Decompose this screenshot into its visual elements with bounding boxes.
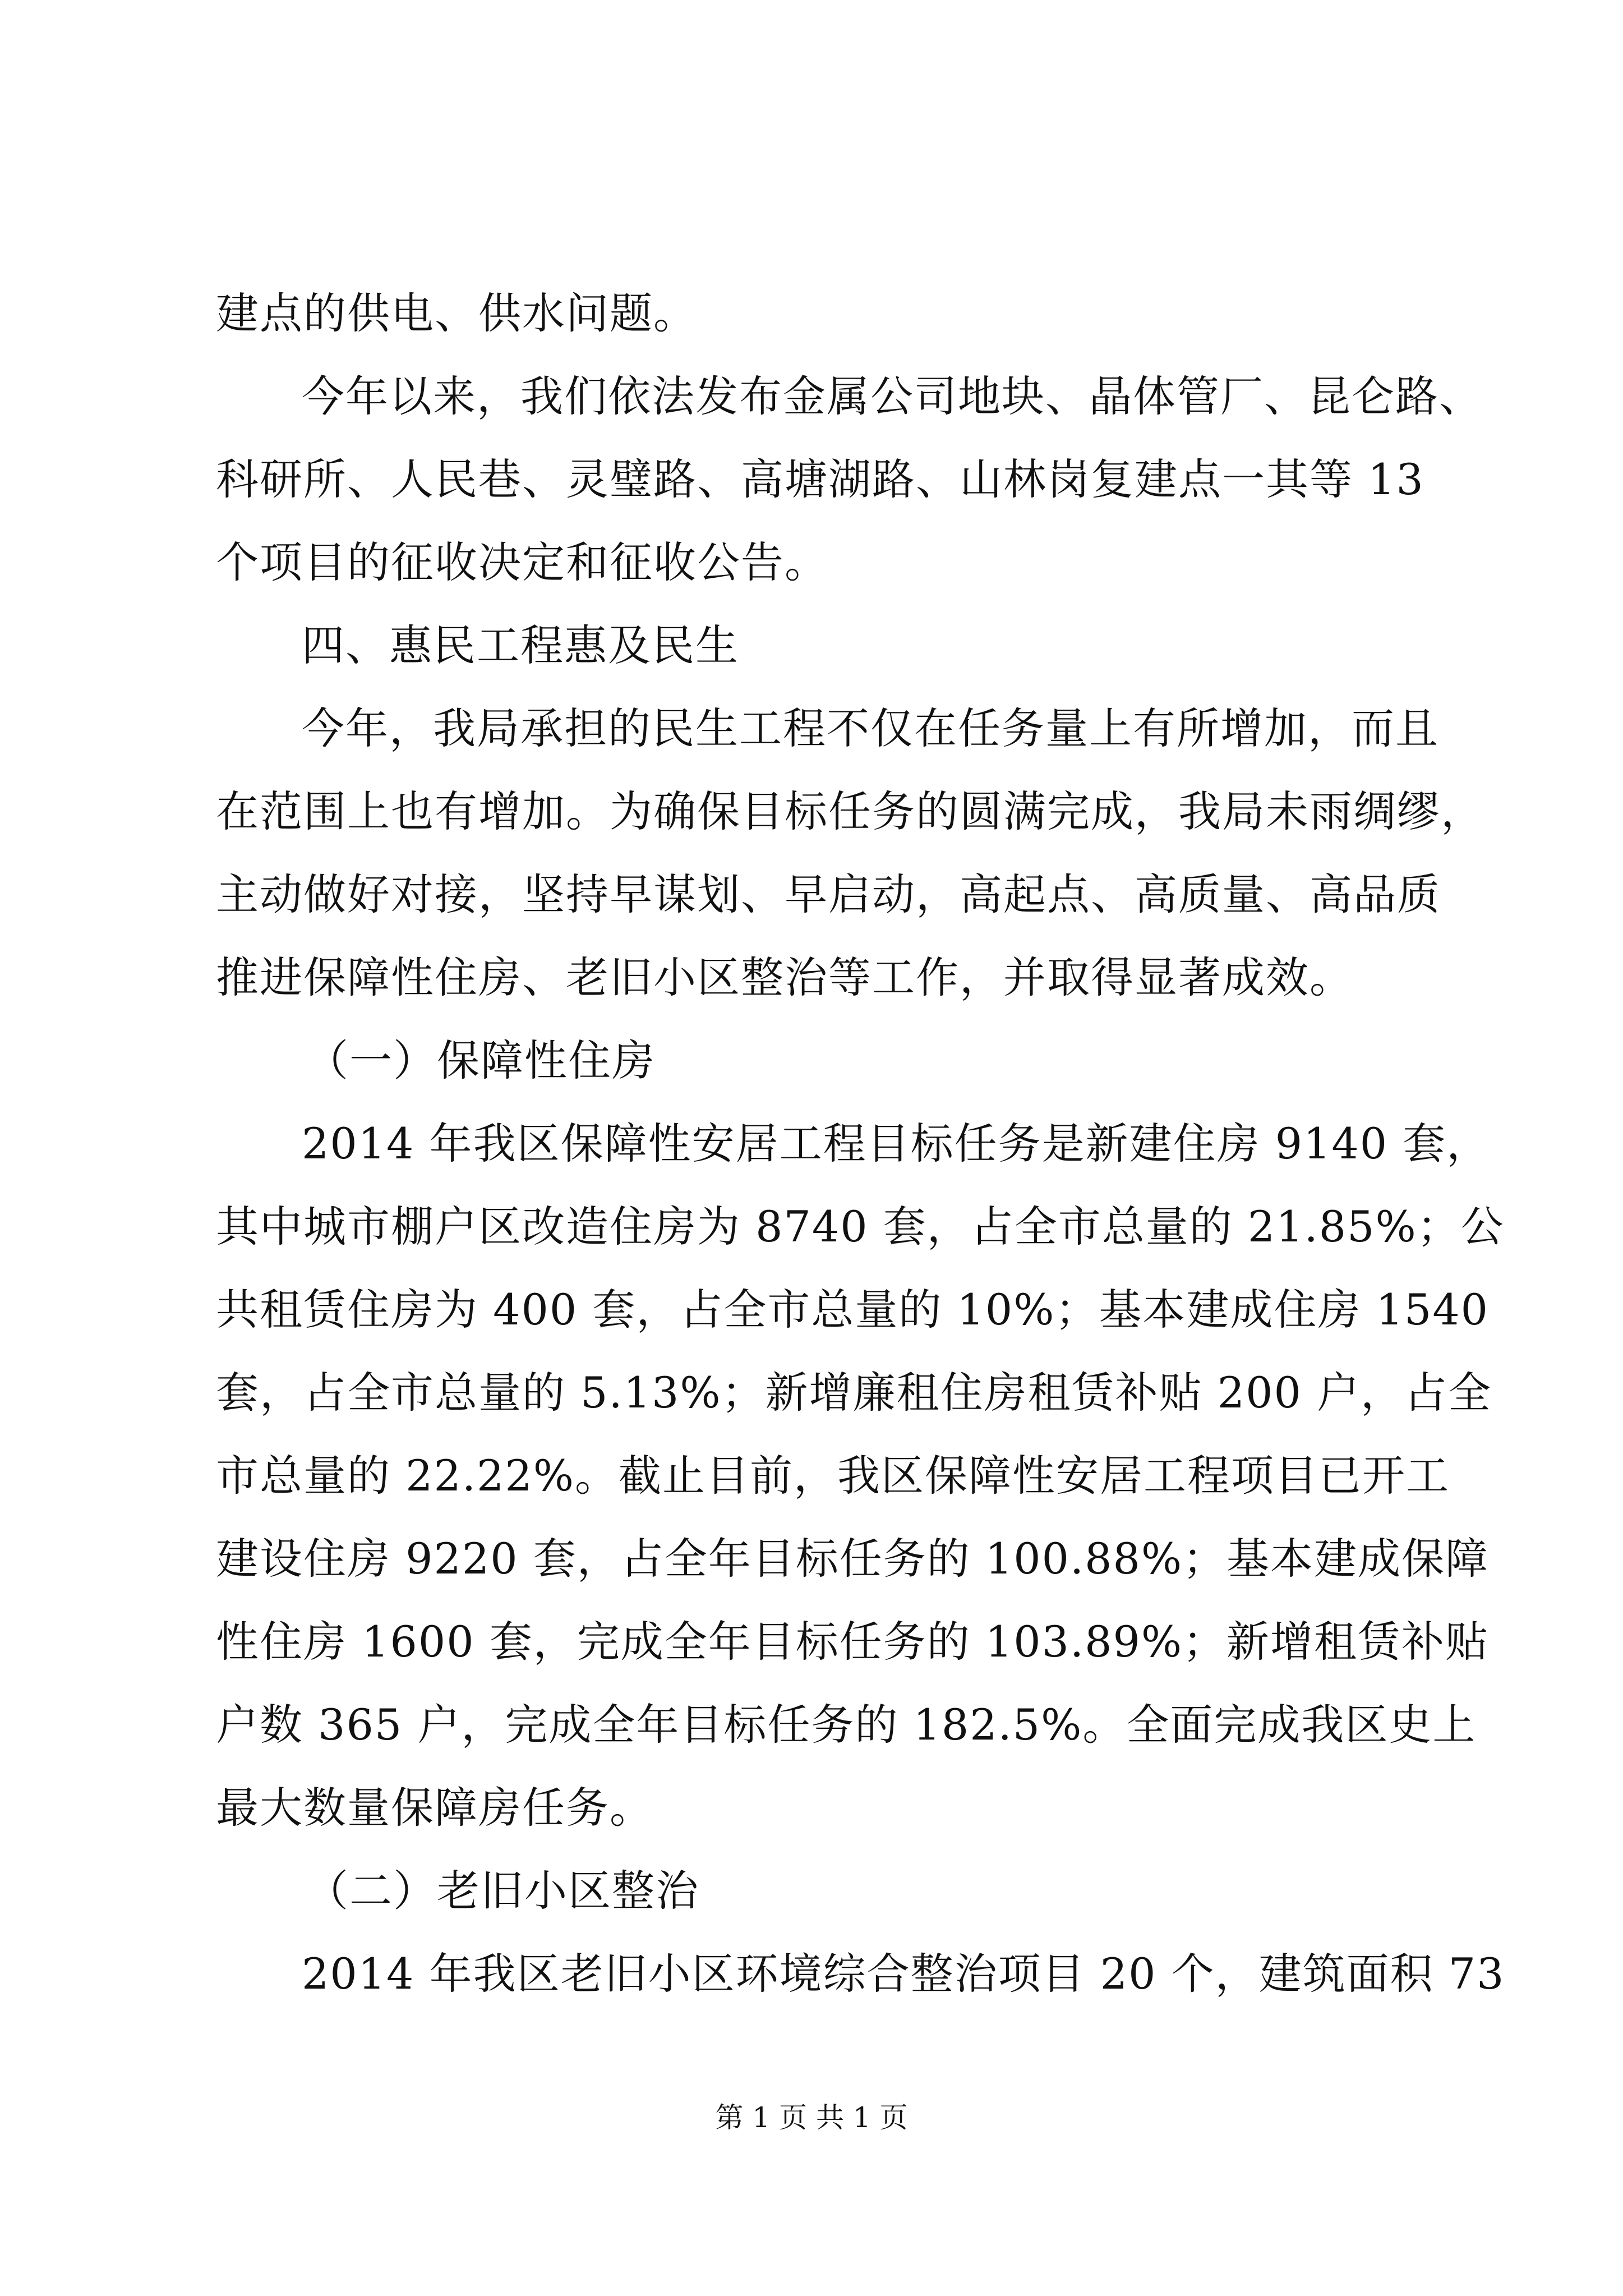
paragraph-line: 市总量的 22.22%。截止目前，我区保障性安居工程项目已开工	[216, 1451, 1450, 1501]
paragraph-line: 其中城市棚户区改造住房为 8740 套，占全市总量的 21.85%；公	[216, 1202, 1505, 1251]
paragraph-line: 推进保障性住房、老旧小区整治等工作，并取得显著成效。	[216, 953, 1353, 1002]
paragraph-line: 最大数量保障房任务。	[216, 1783, 653, 1833]
paragraph-line: 在范围上也有增加。为确保目标任务的圆满完成，我局未雨绸缪，	[216, 786, 1484, 836]
paragraph-line: 建点的供电、供水问题。	[216, 288, 697, 338]
page-footer: 第 1 页 共 1 页	[715, 2101, 908, 2134]
subsection-heading: （二）老旧小区整治	[306, 1866, 699, 1916]
paragraph-line: 科研所、人民巷、灵璧路、高塘湖路、山林岗复建点一其等 13	[216, 454, 1424, 504]
subsection-heading: （一）保障性住房	[306, 1036, 656, 1085]
section-heading: 四、惠民工程惠及民生	[302, 620, 739, 670]
paragraph-line: 个项目的征收决定和征收公告。	[216, 537, 828, 587]
paragraph-line: 2014 年我区老旧小区环境综合整治项目 20 个，建筑面积 73	[302, 1949, 1505, 1999]
paragraph-line: 今年以来，我们依法发布金属公司地块、晶体管厂、昆仑路、	[302, 371, 1483, 421]
paragraph-line: 性住房 1600 套，完成全年目标任务的 103.89%；新增租赁补贴	[216, 1617, 1490, 1667]
paragraph-line: 户数 365 户，完成全年目标任务的 182.5%。全面完成我区史上	[216, 1700, 1477, 1750]
paragraph-line: 共租赁住房为 400 套，占全市总量的 10%；基本建成住房 1540	[216, 1285, 1490, 1335]
paragraph-line: 套，占全市总量的 5.13%；新增廉租住房租赁补贴 200 户，占全	[216, 1368, 1492, 1418]
paragraph-line: 主动做好对接，坚持早谋划、早启动，高起点、高质量、高品质	[216, 869, 1441, 919]
paragraph-line: 建设住房 9220 套，占全年目标任务的 100.88%；基本建成保障	[216, 1534, 1490, 1584]
paragraph-line: 今年，我局承担的民生工程不仅在任务量上有所增加，而且	[302, 703, 1439, 753]
paragraph-line: 2014 年我区保障性安居工程目标任务是新建住房 9140 套，	[302, 1119, 1491, 1168]
